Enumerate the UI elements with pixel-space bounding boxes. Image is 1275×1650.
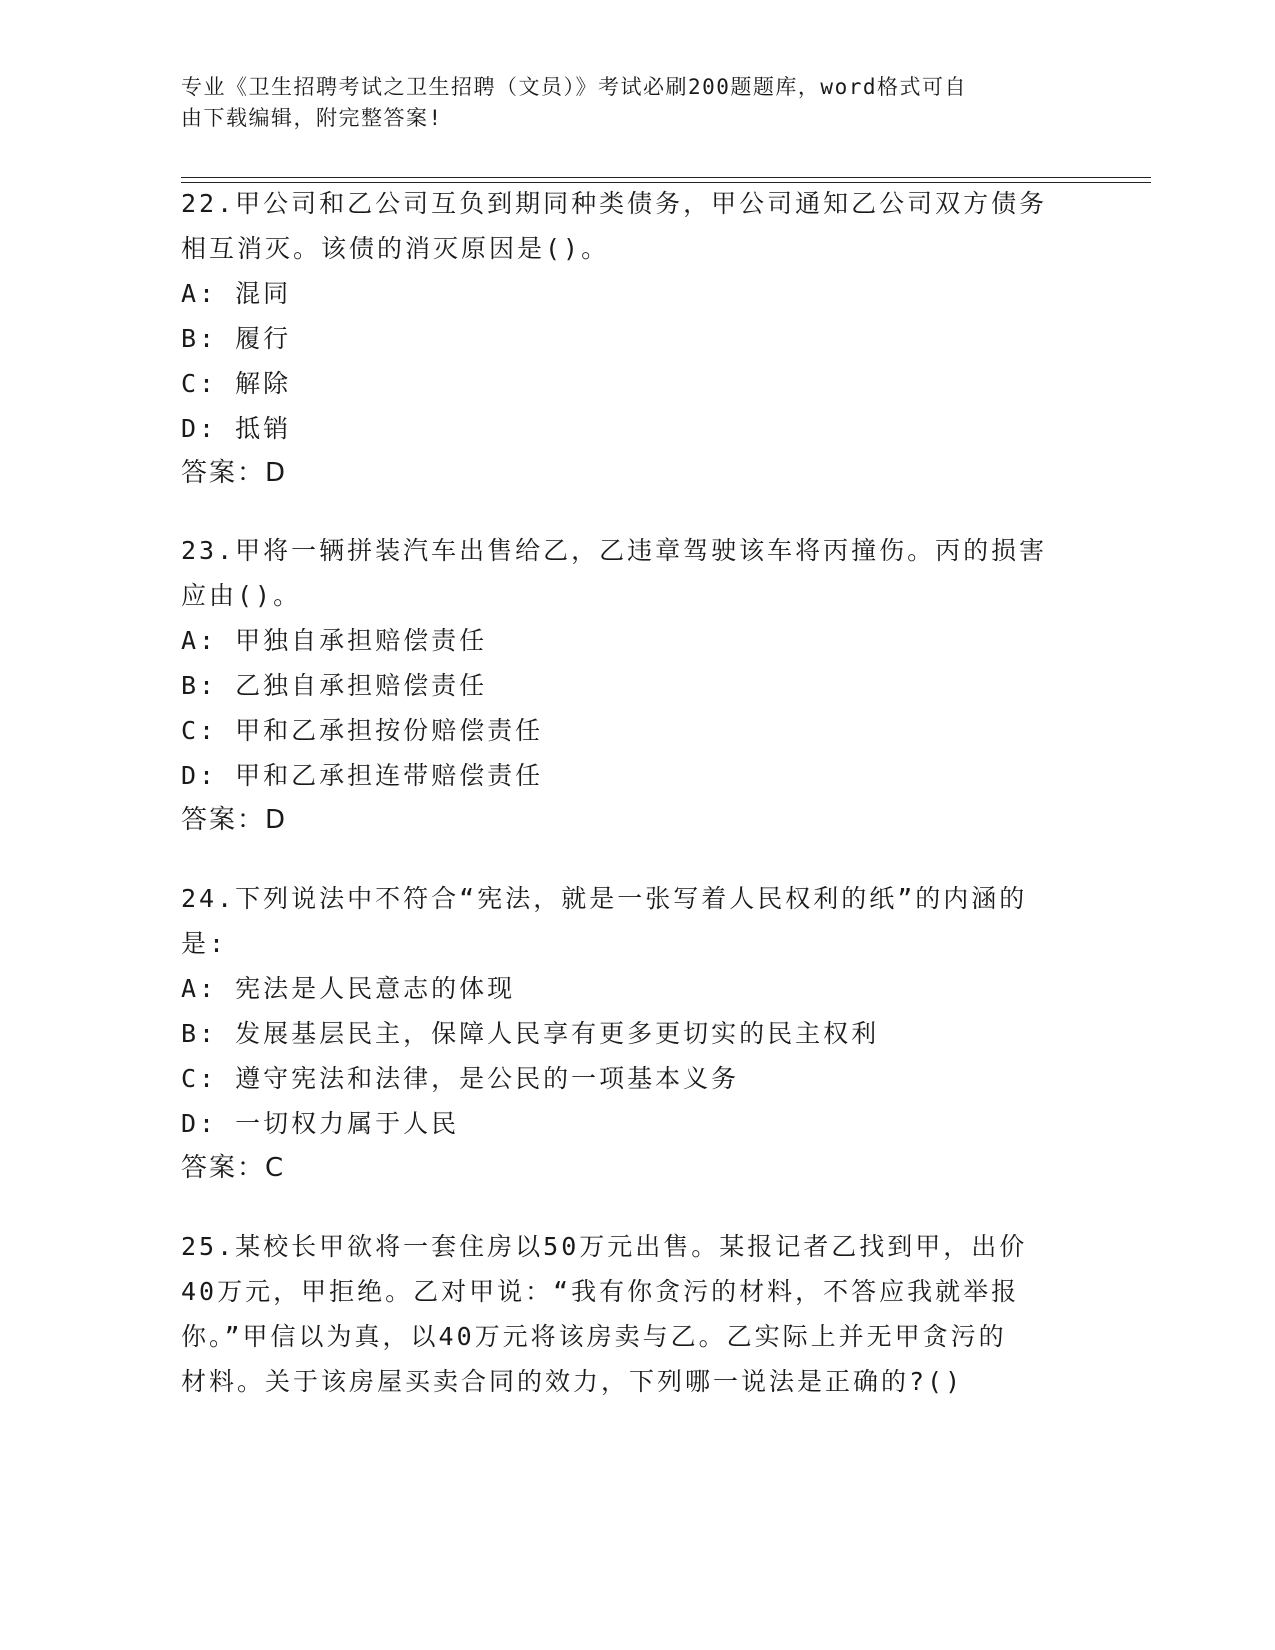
option-d: D: 抵销 [181,414,292,443]
question-stem-line: 24.下列说法中不符合“宪法，就是一张写着人民权利的纸”的内涵的 [181,884,1028,913]
question-stem-line: 是: [181,929,228,958]
header-line-1: 专业《卫生招聘考试之卫生招聘（文员）》考试必刷200题题库，word格式可自 [181,75,967,99]
question-stem-line: 23.甲将一辆拼装汽车出售给乙，乙违章驾驶该车将丙撞伤。丙的损害 [181,536,1048,565]
question-stem-line: 相互消灭。该债的消灭原因是()。 [181,234,610,263]
header-rule-top [181,177,1151,178]
option-b: B: 乙独自承担赔偿责任 [181,671,488,700]
answer-label: 答案： [181,805,266,835]
question-24 [181,876,1081,1191]
question-stem-line: 40万元，甲拒绝。乙对甲说：“我有你贪污的材料，不答应我就举报 [181,1277,1020,1306]
option-a: A: 混同 [181,279,292,308]
question-stem-line: 你。”甲信以为真，以40万元将该房卖与乙。乙实际上并无甲贪污的 [181,1322,1007,1351]
answer-line [181,798,1081,843]
question-25 [181,1224,1081,1404]
option-d: D: 甲和乙承担连带赔偿责任 [181,761,544,790]
answer-line [181,1146,1081,1191]
option-b: B: 履行 [181,324,292,353]
option-d: D: 一切权力属于人民 [181,1109,460,1138]
option-a: A: 宪法是人民意志的体现 [181,974,516,1003]
question-stem-line: 22.甲公司和乙公司互负到期同种类债务，甲公司通知乙公司双方债务 [181,189,1048,218]
answer-label: 答案： [181,1153,266,1183]
answer-value: D [265,458,287,488]
question-22 [181,181,1081,496]
option-c: C: 甲和乙承担按份赔偿责任 [181,716,544,745]
option-a: A: 甲独自承担赔偿责任 [181,626,488,655]
question-stem-line: 材料。关于该房屋买卖合同的效力，下列哪一说法是正确的?() [181,1367,964,1396]
option-c: C: 遵守宪法和法律，是公民的一项基本义务 [181,1064,740,1093]
header-line-2: 由下载编辑，附完整答案! [181,106,443,130]
question-stem-line: 应由()。 [181,581,302,610]
answer-line [181,451,1081,496]
answer-value: C [265,1153,285,1183]
answer-label: 答案： [181,458,266,488]
option-b: B: 发展基层民主，保障人民享有更多更切实的民主权利 [181,1019,880,1048]
question-23 [181,528,1081,843]
question-stem-line: 25.某校长甲欲将一套住房以50万元出售。某报记者乙找到甲，出价 [181,1232,1028,1261]
document-header [181,72,1041,134]
answer-value: D [265,805,287,835]
option-c: C: 解除 [181,369,292,398]
